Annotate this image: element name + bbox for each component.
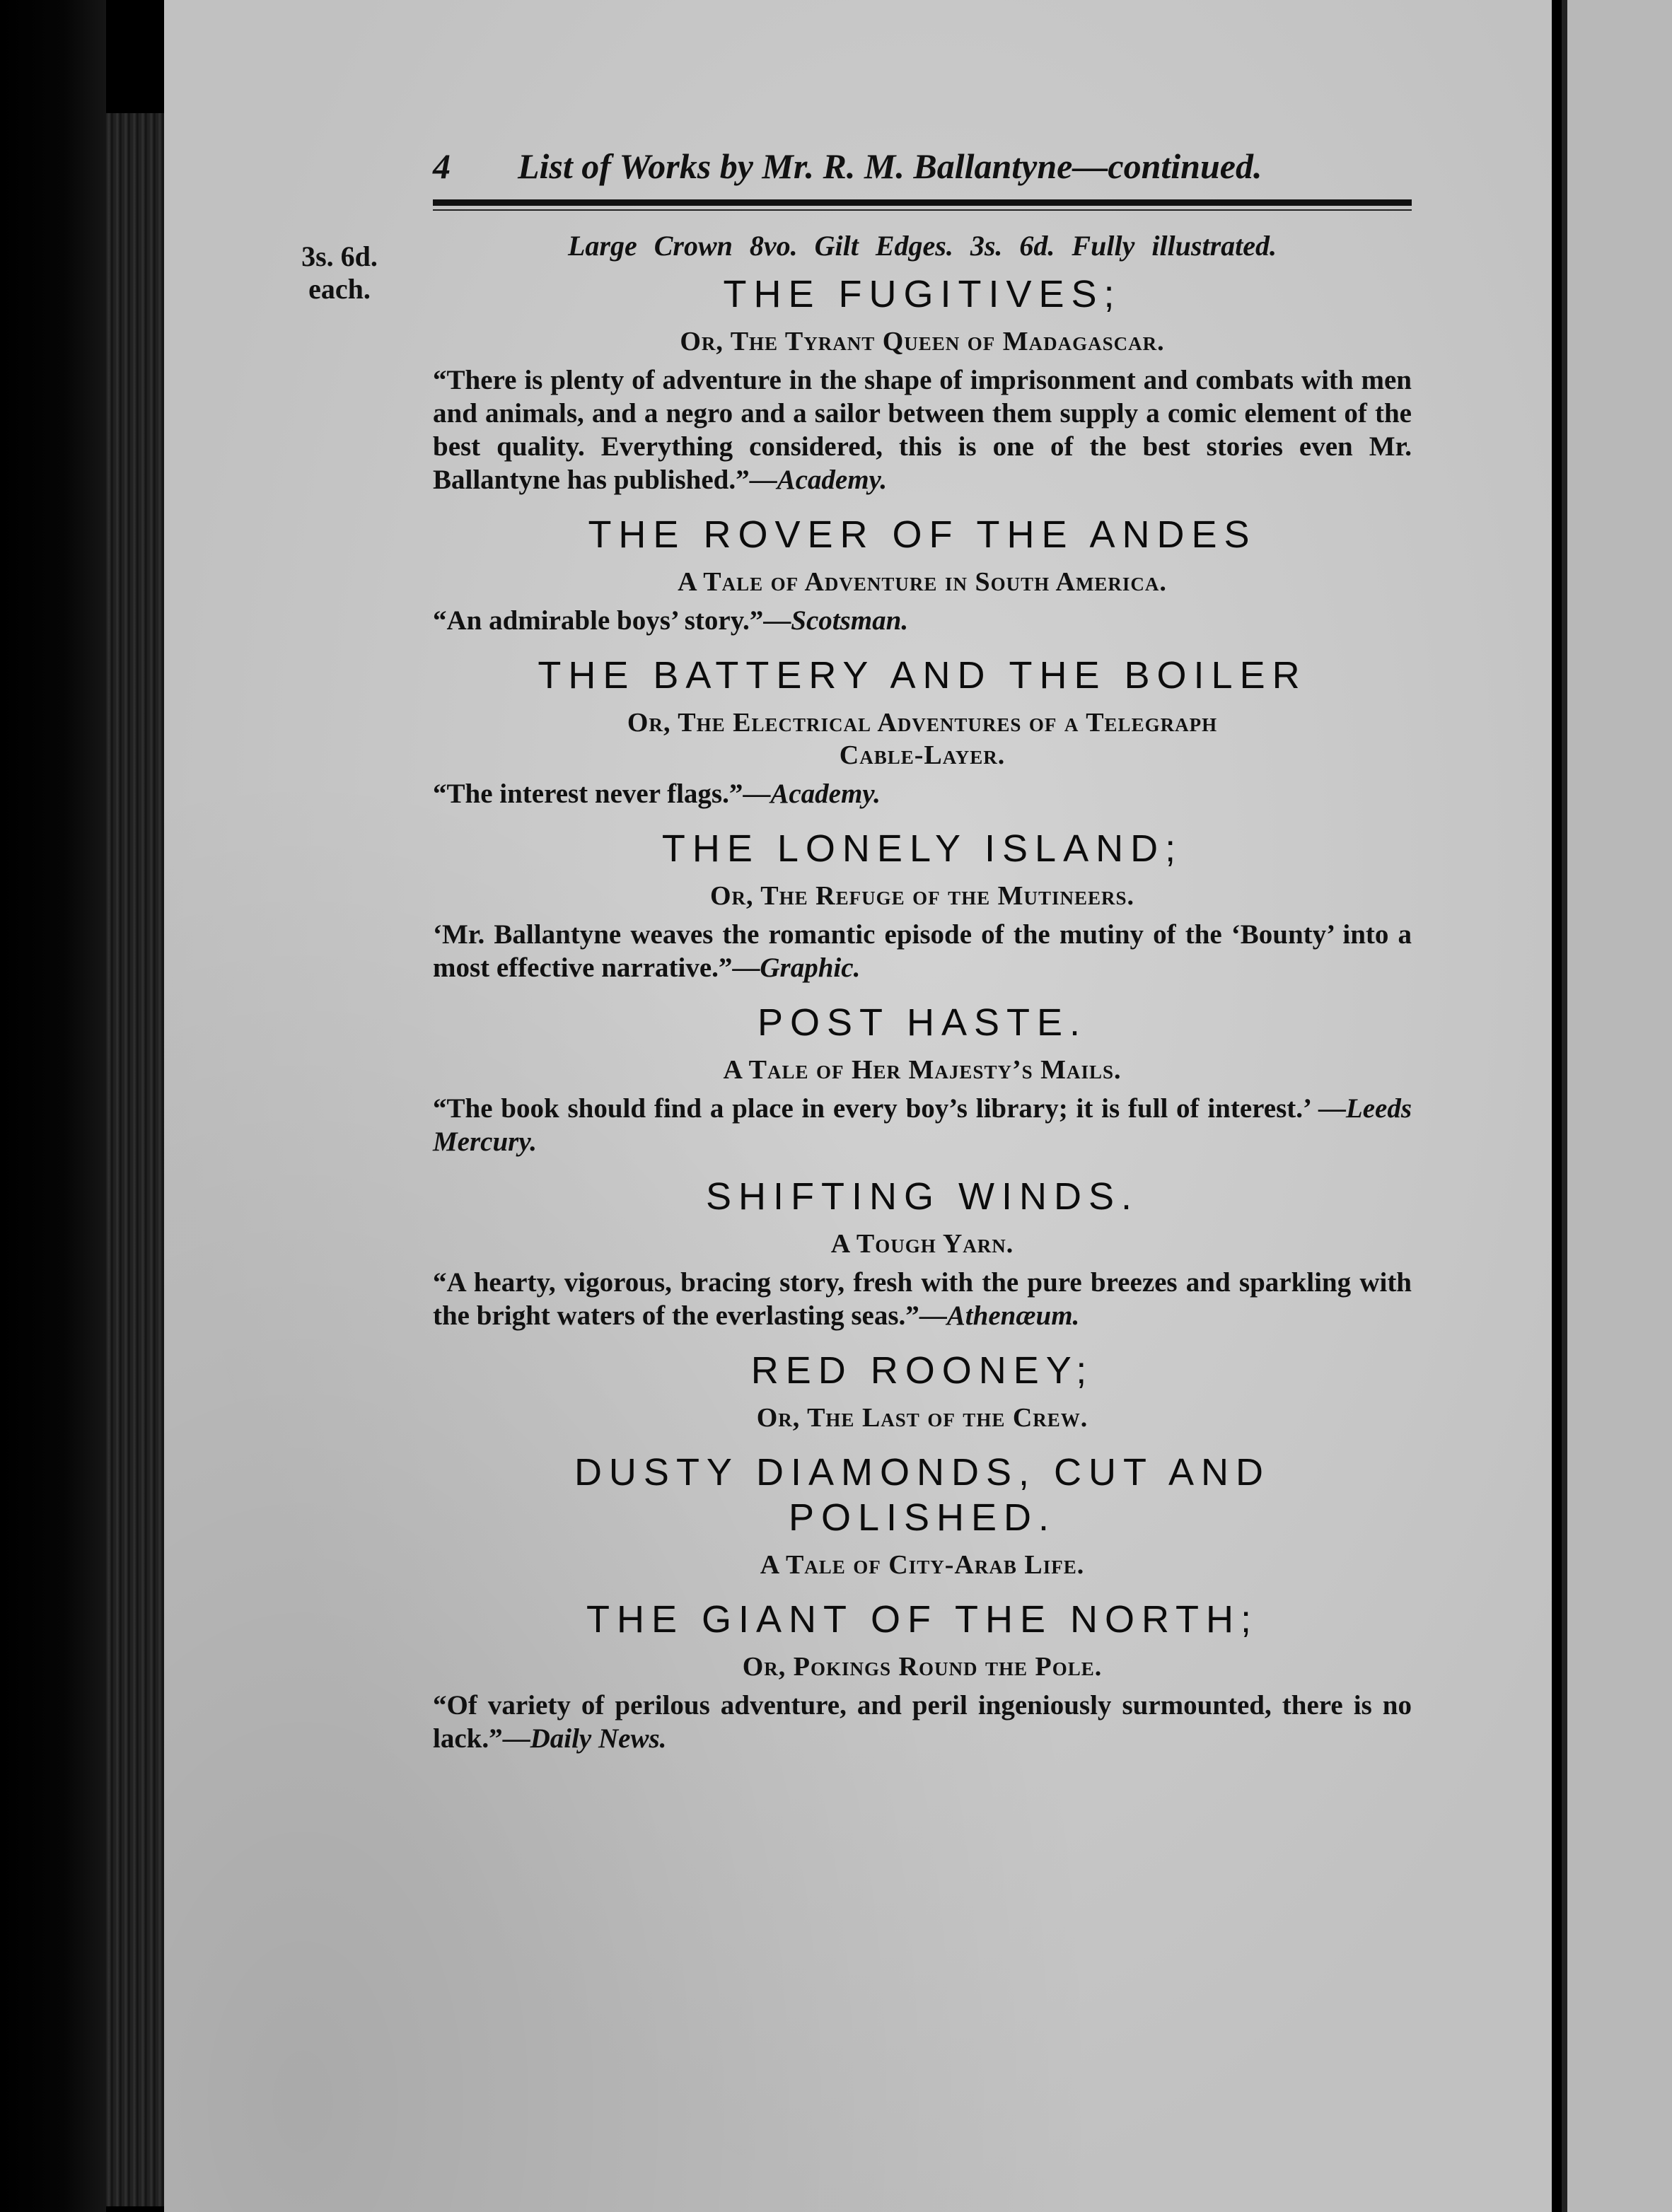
book-entry-dusty-diamonds xyxy=(433,1450,1412,1581)
book-subtitle: Or, The Refuge of the Mutineers. xyxy=(709,881,1135,911)
review-text: ‘Mr. Ballantyne weaves the romantic episode of the mutiny of the ‘Bounty’ into a most effective narrative.”— xyxy=(433,919,1412,983)
review-source: Academy. xyxy=(777,465,888,495)
review-source: Athenæum. xyxy=(946,1300,1080,1331)
review-text: “A hearty, vigorous, bracing story, fresh with the pure breezes and sparkling with the bright waters of the everlasting seas.”— xyxy=(433,1267,1412,1331)
book-entry-giant-of-the-north xyxy=(433,1597,1412,1755)
running-header xyxy=(433,146,1412,188)
book-subtitle-continued: Cable-Layer. xyxy=(839,740,1006,770)
review-quote xyxy=(433,363,1412,496)
book-entry-lonely-island xyxy=(433,826,1412,984)
book-subtitle: A Tale of City-Arab Life. xyxy=(760,1550,1085,1580)
price-margin-line-2: each. xyxy=(308,273,371,305)
review-text: “The book should find a place in every boy’s library; it is full of interest.’ — xyxy=(433,1093,1346,1124)
book-title: THE FUGITIVES; xyxy=(723,273,1122,315)
review-text: “The interest never flags.”— xyxy=(433,779,771,809)
scan-left-margin xyxy=(0,0,106,2212)
book-subtitle: Or, The Electrical Adventures of a Telegraph xyxy=(627,708,1218,738)
price-margin-note xyxy=(283,240,396,305)
review-text: “Of variety of perilous adventure, and peril ingeniously surmounted, there is no lack.”— xyxy=(433,1690,1412,1754)
review-quote xyxy=(433,1266,1412,1332)
facing-page-edge xyxy=(1562,0,1567,2212)
format-line: Large Crown 8vo. Gilt Edges. 3s. 6d. Fully illustrated. xyxy=(567,230,1277,262)
book-entry-post-haste xyxy=(433,1000,1412,1158)
price-margin-line-1: 3s. 6d. xyxy=(301,240,378,272)
running-header-title: List of Works by Mr. R. M. Ballantyne—continued. xyxy=(518,146,1262,186)
book-title: SHIFTING WINDS. xyxy=(706,1175,1139,1218)
book-title: THE LONELY ISLAND; xyxy=(661,827,1183,870)
book-title: RED ROONEY; xyxy=(750,1349,1094,1392)
header-rule-thin xyxy=(433,209,1412,211)
book-title: POST HASTE. xyxy=(757,1001,1088,1044)
book-subtitle: Or, Pokings Round the Pole. xyxy=(742,1652,1103,1682)
book-entry-rover-of-the-andes xyxy=(433,512,1412,637)
review-text: “There is plenty of adventure in the shape of imprisonment and combats with men and animals, and a negro and a sailor between them supply a comic element of the best quality. Everything considered, this is one of the best stories even Mr. Ballantyne has published.”— xyxy=(433,365,1412,495)
book-list xyxy=(433,226,1412,1755)
book-entry-red-rooney xyxy=(433,1348,1412,1434)
review-source: Leeds Mercury. xyxy=(433,1093,1412,1157)
book-entry-fugitives xyxy=(433,272,1412,496)
book-subtitle: A Tale of Adventure in South America. xyxy=(678,567,1167,597)
page-number: 4 xyxy=(433,146,451,186)
review-quote xyxy=(433,777,1412,810)
book-subtitle: Or, The Tyrant Queen of Madagascar. xyxy=(680,327,1165,356)
book-title: THE BATTERY AND THE BOILER xyxy=(538,654,1307,697)
book-subtitle: A Tale of Her Majesty’s Mails. xyxy=(723,1055,1122,1085)
review-quote xyxy=(433,918,1412,984)
book-subtitle: A Tough Yarn. xyxy=(830,1229,1014,1259)
review-quote xyxy=(433,604,1412,637)
book-entry-battery-and-boiler xyxy=(433,653,1412,810)
review-source: Daily News. xyxy=(530,1723,667,1754)
book-title: DUSTY DIAMONDS, CUT AND POLISHED. xyxy=(574,1451,1271,1539)
review-quote xyxy=(433,1092,1412,1158)
review-quote xyxy=(433,1689,1412,1755)
book-title: THE GIANT OF THE NORTH; xyxy=(586,1598,1259,1641)
review-source: Scotsman. xyxy=(791,605,909,636)
scan-gutter-bar xyxy=(1552,0,1562,2212)
review-source: Graphic. xyxy=(760,953,861,983)
book-subtitle: Or, The Last of the Crew. xyxy=(756,1403,1088,1433)
review-source: Academy. xyxy=(770,779,881,809)
book-title: THE ROVER OF THE ANDES xyxy=(588,513,1257,556)
book-page-edges xyxy=(106,113,170,2206)
facing-page-strip xyxy=(1562,0,1672,2212)
header-rule-thick xyxy=(433,199,1412,206)
review-text: “An admirable boys’ story.”— xyxy=(433,605,791,636)
book-entry-shifting-winds xyxy=(433,1174,1412,1332)
